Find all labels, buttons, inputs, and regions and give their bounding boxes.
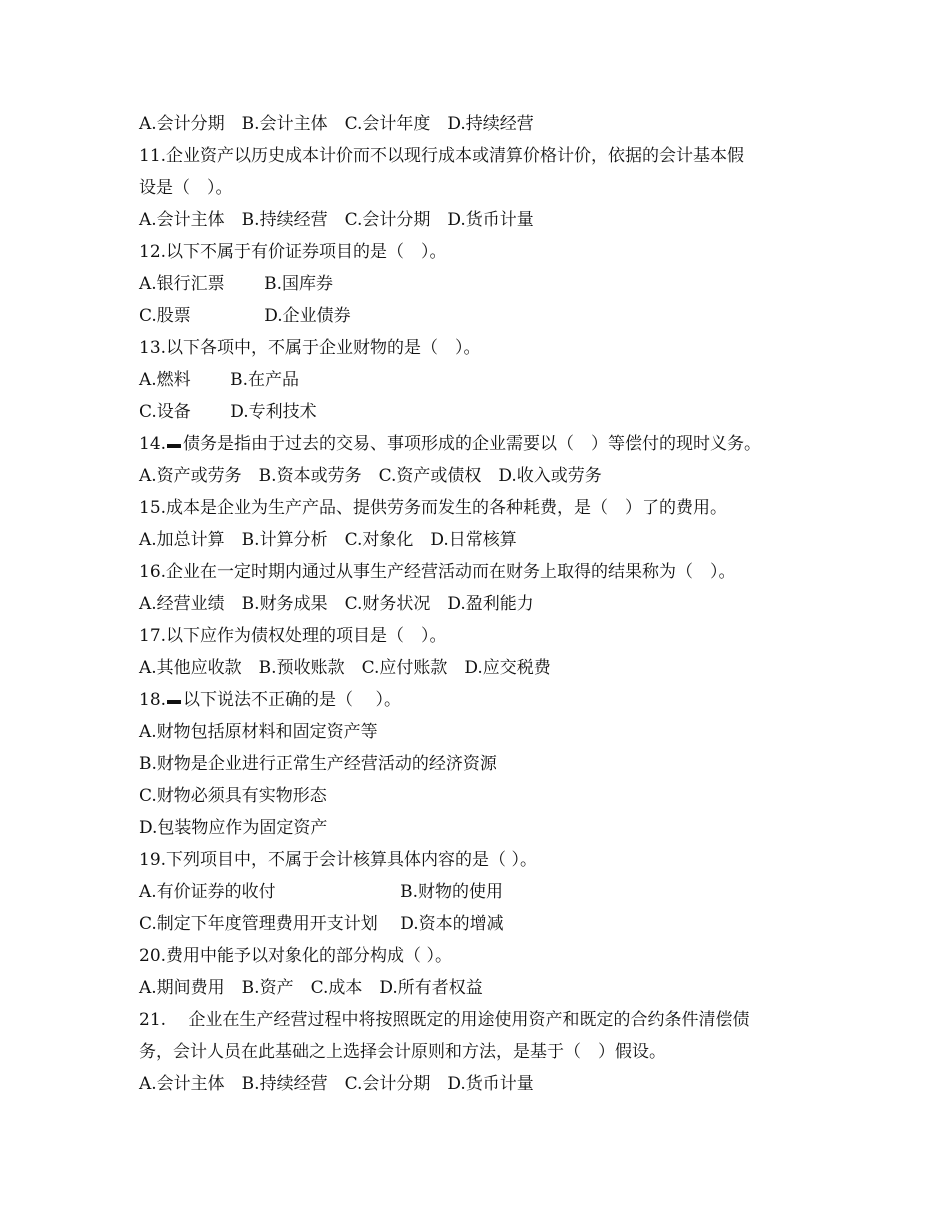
option-18-a: A.财物包括原材料和固定资产等: [139, 722, 378, 742]
question-20: 20.费用中能予以对象化的部分构成（ ）。: [139, 946, 452, 966]
options-16: A.经营业绩 B.财务成果 C.财务状况 D.盈利能力: [139, 594, 534, 614]
options-12-ab: A.银行汇票 B.国库券: [139, 274, 333, 294]
question-14: [139, 433, 761, 455]
question-21: 21. 企业在生产经营过程中将按照既定的用途使用资产和既定的合约条件清偿债: [139, 1010, 750, 1030]
question-18: [139, 689, 401, 711]
options-20: A.期间费用 B.资产 C.成本 D.所有者权益: [139, 978, 483, 998]
question-text: 以下说法不正确的是（ ）。: [183, 690, 401, 710]
options-21: A.会计主体 B.持续经营 C.会计分期 D.货币计量: [139, 1074, 534, 1094]
question-15: 15.成本是企业为生产产品、提供劳务而发生的各种耗费，是（ ）了的费用。: [139, 498, 728, 518]
option-18-c: C.财物必须具有实物形态: [139, 786, 327, 806]
text-line: 务，会计人员在此基础之上选择会计原则和方法，是基于（ ）假设。: [139, 1042, 666, 1062]
option-18-b: B.财物是企业进行正常生产经营活动的经济资源: [139, 754, 497, 774]
options-19-ab: A.有价证券的收付 B.财物的使用: [139, 882, 503, 902]
question-19: 19.下列项目中，不属于会计核算具体内容的是（ ）。: [139, 850, 537, 870]
options-11: A.会计主体 B.持续经营 C.会计分期 D.货币计量: [139, 210, 534, 230]
question-number: 14.: [139, 434, 167, 454]
question-text: 债务是指由于过去的交易、事项形成的企业需要以（ ）等偿付的现时义务。: [183, 434, 762, 454]
options-14: A.资产或劳务 B.资本或劳务 C.资产或债权 D.收入或劳务: [139, 466, 602, 486]
options-15: A.加总计算 B.计算分析 C.对象化 D.日常核算: [139, 530, 517, 550]
question-12: 12.以下不属于有价证券项目的是（ ）。: [139, 242, 447, 262]
text-line: 设是（ ）。: [139, 178, 233, 198]
blank-mark-icon: [167, 444, 181, 448]
option-18-d: D.包装物应作为固定资产: [139, 818, 328, 838]
question-16: 16.企业在一定时期内通过从事生产经营活动而在财务上取得的结果称为（ ）。: [139, 562, 736, 582]
question-17: 17.以下应作为债权处理的项目是（ ）。: [139, 626, 447, 646]
question-number: 18.: [139, 690, 167, 710]
text-line: A.会计分期 B.会计主体 C.会计年度 D.持续经营: [139, 114, 534, 134]
options-19-cd: C.制定下年度管理费用开支计划 D.资本的增减: [139, 914, 504, 934]
options-13-ab: A.燃料 B.在产品: [139, 370, 299, 390]
blank-mark-icon: [167, 700, 181, 704]
options-17: A.其他应收款 B.预收账款 C.应付账款 D.应交税费: [139, 658, 551, 678]
options-13-cd: C.设备 D.专利技术: [139, 402, 317, 422]
question-11: 11.企业资产以历史成本计价而不以现行成本或清算价格计价，依据的会计基本假: [139, 146, 745, 166]
question-13: 13.以下各项中，不属于企业财物的是（ ）。: [139, 338, 481, 358]
options-12-cd: C.股票 D.企业债券: [139, 306, 351, 326]
